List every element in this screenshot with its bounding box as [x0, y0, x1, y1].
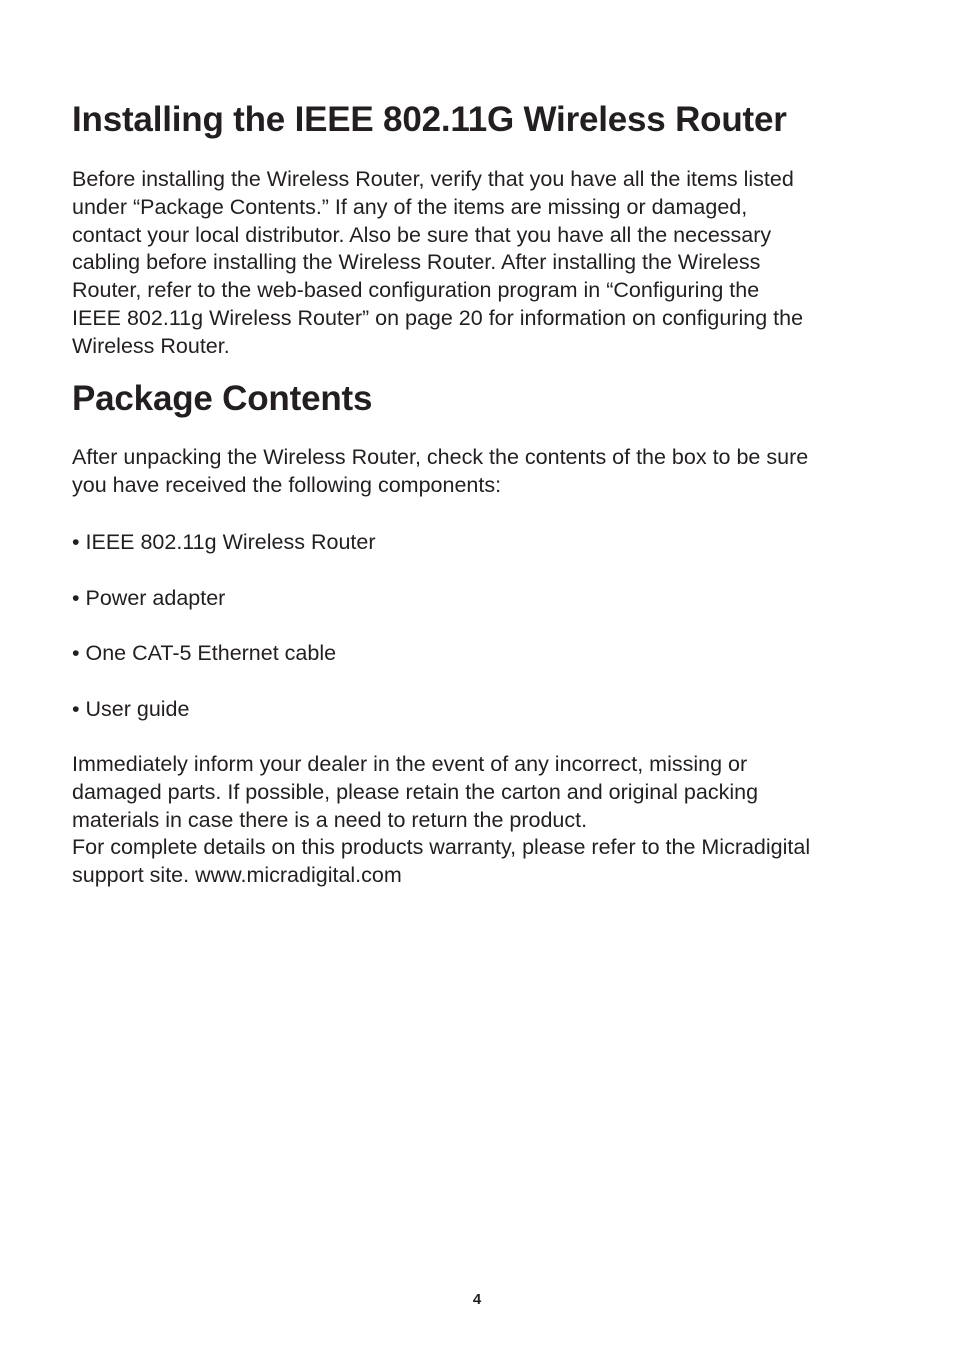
list-item: • Power adapter — [72, 586, 226, 610]
paragraph-line: After unpacking the Wireless Router, check the contents of the box to be sure — [72, 445, 809, 469]
paragraph-line: support site. www.micradigital.com — [72, 863, 402, 888]
list-item: • User guide — [72, 697, 190, 721]
warranty-notice-paragraph — [72, 751, 887, 890]
paragraph-line: you have received the following components: — [72, 472, 502, 497]
installation-paragraph — [72, 166, 887, 361]
paragraph-line: damaged parts. If possible, please retain the carton and original packing — [72, 779, 759, 804]
paragraph-line: Before installing the Wireless Router, verify that you have all the items listed — [72, 167, 794, 191]
paragraph-line: Immediately inform your dealer in the event of any incorrect, missing or — [72, 752, 748, 776]
paragraph-line: materials in case there is a need to return the product. — [72, 807, 588, 832]
section-title-package-contents: Package Contents — [72, 379, 373, 418]
paragraph-line: cabling before installing the Wireless Router. After installing the Wireless — [72, 250, 761, 275]
list-item: • IEEE 802.11g Wireless Router — [72, 530, 376, 554]
paragraph-line: under “Package Contents.” If any of the items are missing or damaged, — [72, 194, 748, 219]
paragraph-line: Router, refer to the web-based configuration program in “Configuring the — [72, 278, 760, 303]
list-item: • One CAT-5 Ethernet cable — [72, 641, 337, 665]
paragraph-line: IEEE 802.11g Wireless Router” on page 20 for information on configuring the — [72, 305, 804, 330]
paragraph-line: For complete details on this products warranty, please refer to the Micradigital — [72, 835, 811, 860]
paragraph-line: contact your local distributor. Also be sure that you have all the necessary — [72, 222, 772, 247]
section-title-installing: Installing the IEEE 802.11G Wireless Router — [72, 100, 787, 139]
package-intro-paragraph — [72, 444, 887, 500]
paragraph-line: Wireless Router. — [72, 333, 230, 358]
page-number: 4 — [472, 1291, 482, 1308]
